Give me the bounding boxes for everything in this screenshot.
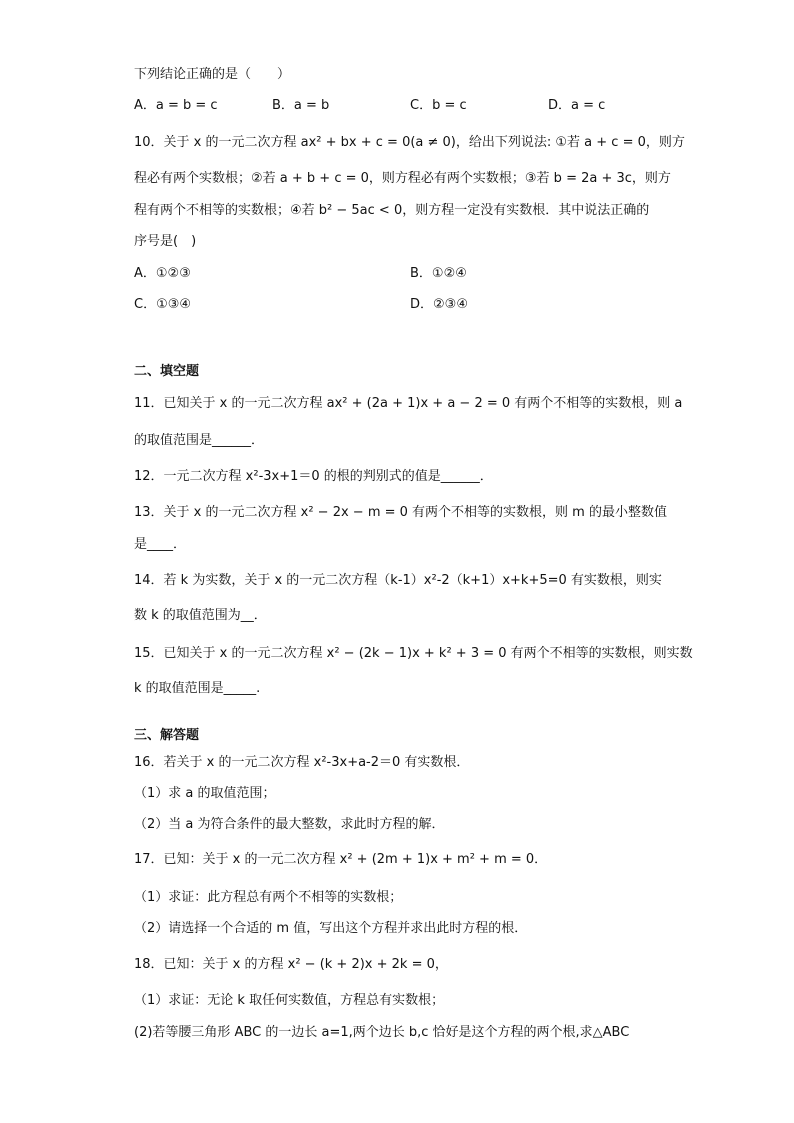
q10-line-2: 程必有两个实数根；②若 a + b + c = 0，则方程必有两个实数根；③若 b = 2a + 3c，则方 xyxy=(134,171,671,186)
q10-option-d: D．②③④ xyxy=(410,297,468,312)
section-answer-heading: 三、解答题 xyxy=(134,728,200,743)
q18-line-3: (2)若等腰三角形 ABC 的一边长 a=1,两个边长 b,c 恰好是这个方程的两个根,求△ABC xyxy=(134,1025,630,1040)
q11-line-2: 的取值范围是______． xyxy=(134,433,265,448)
q15-line-2: k 的取值范围是_____. xyxy=(134,681,261,696)
q9-option-a: A．a = b = c xyxy=(134,98,218,113)
q16-line-3: （2）当 a 为符合条件的最大整数，求此时方程的解． xyxy=(134,817,445,832)
q13-line-2: 是____． xyxy=(134,537,187,552)
q10-line-3: 程有两个不相等的实数根；④若 b² − 5ac < 0，则方程一定没有实数根．其中说法正确的 xyxy=(134,203,650,218)
q18-line-1: 18．已知：关于 x 的方程 x² − (k + 2)x + 2k = 0， xyxy=(134,957,448,972)
q17-line-2: （1）求证：此方程总有两个不相等的实数根； xyxy=(134,890,403,905)
q10-line-4: 序号是( ) xyxy=(134,234,197,249)
q12-line: 12．一元二次方程 x²-3x+1＝0 的根的判别式的值是______． xyxy=(134,469,493,484)
q10-option-a: A．①②③ xyxy=(134,266,191,281)
q11-line-1: 11．已知关于 x 的一元二次方程 ax² + (2a + 1)x + a − 2 = 0 有两个不相等的实数根，则 a xyxy=(134,396,683,411)
q10-option-b: B．①②④ xyxy=(410,266,467,281)
q17-line-3: （2）请选择一个合适的 m 值，写出这个方程并求出此时方程的根． xyxy=(134,921,528,936)
q16-line-1: 16．若关于 x 的一元二次方程 x²-3x+a-2＝0 有实数根． xyxy=(134,755,470,770)
q14-line-1: 14．若 k 为实数，关于 x 的一元二次方程（k-1）x²-2（k+1）x+k+5=0 有实数根，则实 xyxy=(134,573,662,588)
q10-line-1: 10．关于 x 的一元二次方程 ax² + bx + c = 0(a ≠ 0)，给出下列说法: ①若 a + c = 0，则方 xyxy=(134,135,685,150)
q13-line-1: 13．关于 x 的一元二次方程 x² − 2x − m = 0 有两个不相等的实数根，则 m 的最小整数值 xyxy=(134,505,667,520)
q14-line-2: 数 k 的取值范围为__． xyxy=(134,608,267,623)
q17-line-1: 17．已知：关于 x 的一元二次方程 x² + (2m + 1)x + m² + m = 0． xyxy=(134,852,548,867)
q9-option-b: B．a = b xyxy=(272,98,330,113)
q15-line-1: 15．已知关于 x 的一元二次方程 x² − (2k − 1)x + k² + 3 = 0 有两个不相等的实数根，则实数 xyxy=(134,646,693,661)
q18-line-2: （1）求证：无论 k 取任何实数值，方程总有实数根； xyxy=(134,993,445,1008)
question-9-tail: 下列结论正确的是（ ） xyxy=(134,67,291,82)
section-fill-in-heading: 二、填空题 xyxy=(134,364,200,379)
q16-line-2: （1）求 a 的取值范围； xyxy=(134,786,276,801)
q9-option-d: D．a = c xyxy=(548,98,606,113)
q10-option-c: C．①③④ xyxy=(134,297,192,312)
q9-option-c: C．b = c xyxy=(410,98,467,113)
